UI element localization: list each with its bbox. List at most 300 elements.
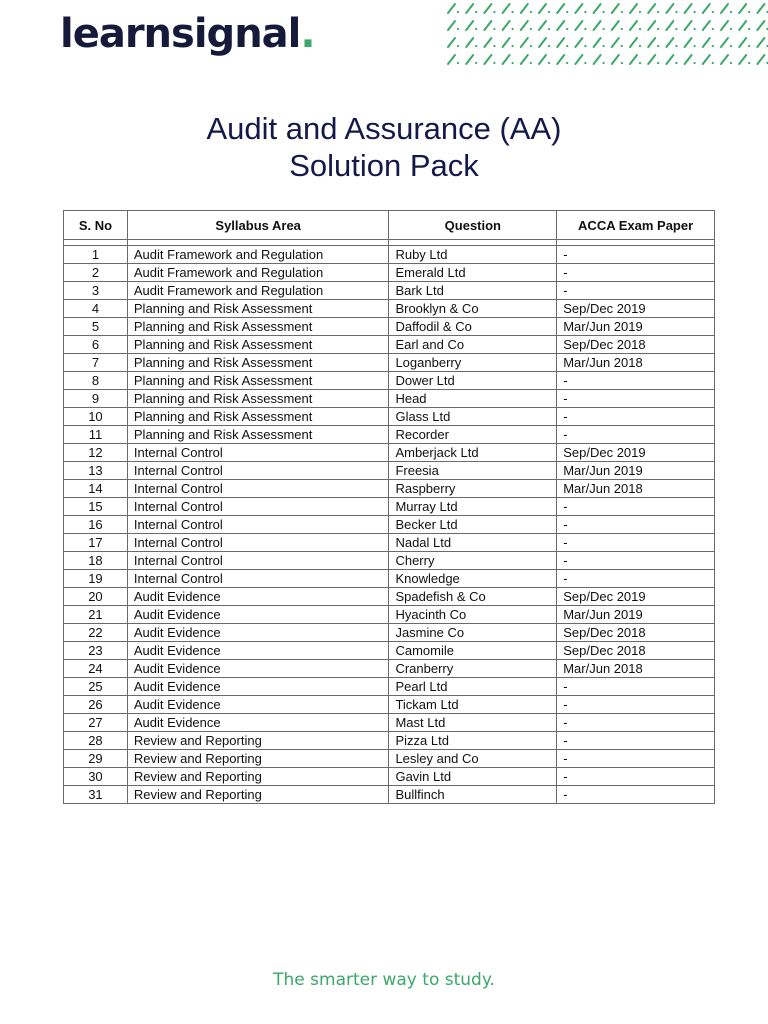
cell-syllabus-area: Internal Control <box>127 516 389 534</box>
table-row <box>64 534 715 552</box>
pattern-dot <box>657 62 659 64</box>
pattern-slash <box>539 4 546 13</box>
table-row <box>64 336 715 354</box>
pattern-dot <box>548 11 550 13</box>
pattern-slash <box>557 4 564 13</box>
pattern-dot <box>657 28 659 30</box>
cell-syllabus-area: Internal Control <box>127 570 389 588</box>
cell-exam-paper: Mar/Jun 2019 <box>557 606 715 624</box>
cell-exam-paper: - <box>557 570 715 588</box>
cell-sno: 14 <box>64 480 128 498</box>
cell-question: Pizza Ltd <box>389 732 557 750</box>
pattern-slash <box>685 55 692 64</box>
pattern-dot <box>748 28 750 30</box>
pattern-dot <box>694 45 696 47</box>
cell-sno: 4 <box>64 300 128 318</box>
cell-question: Cherry <box>389 552 557 570</box>
cell-question: Bark Ltd <box>389 282 557 300</box>
header-question: Question <box>389 211 557 240</box>
table-row <box>64 480 715 498</box>
pattern-slash <box>612 21 619 30</box>
cell-question: Camomile <box>389 642 557 660</box>
cell-sno: 30 <box>64 768 128 786</box>
cell-sno: 25 <box>64 678 128 696</box>
pattern-dot <box>621 11 623 13</box>
pattern-slash <box>666 21 673 30</box>
cell-syllabus-area: Audit Framework and Regulation <box>127 282 389 300</box>
cell-sno: 17 <box>64 534 128 552</box>
pattern-dot <box>566 28 568 30</box>
cell-syllabus-area: Planning and Risk Assessment <box>127 300 389 318</box>
cell-syllabus-area: Review and Reporting <box>127 786 389 804</box>
cell-sno: 15 <box>64 498 128 516</box>
pattern-slash <box>539 55 546 64</box>
pattern-slash <box>703 21 710 30</box>
table-row <box>64 642 715 660</box>
pattern-slash <box>503 4 510 13</box>
cell-sno: 31 <box>64 786 128 804</box>
cell-exam-paper: - <box>557 732 715 750</box>
pattern-dot <box>603 28 605 30</box>
cell-sno: 13 <box>64 462 128 480</box>
cell-question: Dower Ltd <box>389 372 557 390</box>
pattern-dot <box>730 62 732 64</box>
table-row <box>64 372 715 390</box>
pattern-dot <box>657 45 659 47</box>
table-row <box>64 660 715 678</box>
pattern-slash <box>739 4 746 13</box>
cell-exam-paper: - <box>557 372 715 390</box>
pattern-dot <box>603 45 605 47</box>
pattern-slash <box>666 55 673 64</box>
cell-exam-paper: - <box>557 426 715 444</box>
cell-question: Amberjack Ltd <box>389 444 557 462</box>
pattern-dot <box>694 62 696 64</box>
pattern-dot <box>639 28 641 30</box>
pattern-slash <box>503 38 510 47</box>
pattern-slash <box>703 55 710 64</box>
pattern-dot <box>694 28 696 30</box>
pattern-slash <box>757 4 764 13</box>
pattern-dot <box>675 11 677 13</box>
pattern-slash <box>466 21 473 30</box>
pattern-slash <box>630 21 637 30</box>
pattern-dot <box>694 11 696 13</box>
cell-sno: 28 <box>64 732 128 750</box>
pattern-slash <box>575 21 582 30</box>
table-row <box>64 606 715 624</box>
table-row <box>64 678 715 696</box>
pattern-slash <box>685 38 692 47</box>
header-syllabus-area: Syllabus Area <box>127 211 389 240</box>
pattern-dot <box>512 45 514 47</box>
cell-exam-paper: Sep/Dec 2018 <box>557 624 715 642</box>
cell-question: Knowledge <box>389 570 557 588</box>
pattern-slash <box>721 21 728 30</box>
pattern-slash <box>685 4 692 13</box>
pattern-slash <box>757 55 764 64</box>
pattern-dot <box>566 11 568 13</box>
cell-exam-paper: - <box>557 534 715 552</box>
table-row <box>64 696 715 714</box>
pattern-slash <box>575 38 582 47</box>
cell-syllabus-area: Internal Control <box>127 552 389 570</box>
cell-sno: 23 <box>64 642 128 660</box>
cell-syllabus-area: Review and Reporting <box>127 750 389 768</box>
pattern-slash <box>739 55 746 64</box>
pattern-dot <box>530 62 532 64</box>
pattern-dot <box>584 45 586 47</box>
cell-syllabus-area: Planning and Risk Assessment <box>127 318 389 336</box>
page-title <box>0 110 768 184</box>
cell-exam-paper: - <box>557 714 715 732</box>
pattern-dot <box>603 62 605 64</box>
cell-sno: 12 <box>64 444 128 462</box>
cell-question: Glass Ltd <box>389 408 557 426</box>
pattern-slash <box>757 38 764 47</box>
cell-question: Hyacinth Co <box>389 606 557 624</box>
cell-exam-paper: - <box>557 696 715 714</box>
pattern-slash <box>484 55 491 64</box>
pattern-slash <box>703 4 710 13</box>
cell-syllabus-area: Review and Reporting <box>127 732 389 750</box>
pattern-dot <box>457 28 459 30</box>
cell-question: Gavin Ltd <box>389 768 557 786</box>
pattern-dot <box>493 11 495 13</box>
pattern-dot <box>748 62 750 64</box>
table-row <box>64 318 715 336</box>
pattern-dot <box>675 28 677 30</box>
cell-syllabus-area: Audit Evidence <box>127 714 389 732</box>
cell-sno: 16 <box>64 516 128 534</box>
cell-syllabus-area: Audit Evidence <box>127 588 389 606</box>
footer-tagline: The smarter way to study. <box>273 970 495 990</box>
pattern-slash <box>575 55 582 64</box>
cell-syllabus-area: Audit Framework and Regulation <box>127 246 389 264</box>
cell-syllabus-area: Audit Evidence <box>127 696 389 714</box>
cell-exam-paper: - <box>557 246 715 264</box>
cell-syllabus-area: Internal Control <box>127 444 389 462</box>
pattern-dot <box>712 45 714 47</box>
brand-logo <box>60 8 315 60</box>
pattern-slash <box>648 4 655 13</box>
pattern-slash <box>557 21 564 30</box>
cell-sno: 18 <box>64 552 128 570</box>
pattern-slash <box>448 55 455 64</box>
pattern-slash <box>466 38 473 47</box>
cell-sno: 19 <box>64 570 128 588</box>
table-row <box>64 786 715 804</box>
pattern-slash <box>594 55 601 64</box>
cell-exam-paper: - <box>557 750 715 768</box>
pattern-dot <box>475 11 477 13</box>
cell-exam-paper: Sep/Dec 2019 <box>557 444 715 462</box>
cell-syllabus-area: Audit Framework and Regulation <box>127 264 389 282</box>
pattern-slash <box>484 21 491 30</box>
pattern-dot <box>457 11 459 13</box>
cell-sno: 20 <box>64 588 128 606</box>
pattern-slash <box>594 21 601 30</box>
pattern-dot <box>639 62 641 64</box>
table-row <box>64 624 715 642</box>
pattern-dot <box>621 45 623 47</box>
cell-exam-paper: Mar/Jun 2018 <box>557 354 715 372</box>
cell-exam-paper: - <box>557 282 715 300</box>
cell-exam-paper: - <box>557 678 715 696</box>
pattern-slash <box>503 21 510 30</box>
pattern-dot <box>712 11 714 13</box>
cell-sno: 9 <box>64 390 128 408</box>
cell-sno: 27 <box>64 714 128 732</box>
cell-syllabus-area: Planning and Risk Assessment <box>127 426 389 444</box>
table-row <box>64 498 715 516</box>
pattern-slash <box>739 21 746 30</box>
header-exam-paper: ACCA Exam Paper <box>557 211 715 240</box>
cell-syllabus-area: Audit Evidence <box>127 624 389 642</box>
cell-sno: 24 <box>64 660 128 678</box>
pattern-dot <box>548 45 550 47</box>
table-row <box>64 282 715 300</box>
pattern-slash <box>612 4 619 13</box>
brand-dot: . <box>300 11 315 57</box>
pattern-slash <box>503 55 510 64</box>
table-row <box>64 768 715 786</box>
cell-sno: 29 <box>64 750 128 768</box>
pattern-slash <box>521 55 528 64</box>
cell-sno: 22 <box>64 624 128 642</box>
cell-question: Head <box>389 390 557 408</box>
pattern-slash <box>557 38 564 47</box>
cell-sno: 2 <box>64 264 128 282</box>
pattern-slash <box>630 38 637 47</box>
cell-sno: 7 <box>64 354 128 372</box>
cell-question: Daffodil & Co <box>389 318 557 336</box>
cell-syllabus-area: Audit Evidence <box>127 606 389 624</box>
cell-exam-paper: Sep/Dec 2019 <box>557 588 715 606</box>
pattern-dot <box>584 11 586 13</box>
pattern-dot <box>584 62 586 64</box>
cell-syllabus-area: Planning and Risk Assessment <box>127 354 389 372</box>
table-row <box>64 426 715 444</box>
table-header-row <box>64 211 715 240</box>
cell-sno: 6 <box>64 336 128 354</box>
cell-question: Nadal Ltd <box>389 534 557 552</box>
cell-syllabus-area: Audit Evidence <box>127 642 389 660</box>
pattern-dot <box>730 11 732 13</box>
pattern-slash <box>521 21 528 30</box>
cell-question: Pearl Ltd <box>389 678 557 696</box>
cell-question: Mast Ltd <box>389 714 557 732</box>
cell-question: Brooklyn & Co <box>389 300 557 318</box>
header-sno: S. No <box>64 211 128 240</box>
cell-syllabus-area: Internal Control <box>127 462 389 480</box>
table-row <box>64 570 715 588</box>
cell-sno: 26 <box>64 696 128 714</box>
pattern-slash <box>666 38 673 47</box>
cell-question: Bullfinch <box>389 786 557 804</box>
pattern-dot <box>712 62 714 64</box>
cell-sno: 21 <box>64 606 128 624</box>
table-row <box>64 750 715 768</box>
cell-sno: 5 <box>64 318 128 336</box>
pattern-dot <box>566 45 568 47</box>
cell-question: Becker Ltd <box>389 516 557 534</box>
cell-exam-paper: Mar/Jun 2018 <box>557 660 715 678</box>
pattern-dot <box>639 11 641 13</box>
pattern-slash <box>484 38 491 47</box>
pattern-slash <box>557 55 564 64</box>
pattern-slash <box>448 21 455 30</box>
cell-syllabus-area: Planning and Risk Assessment <box>127 390 389 408</box>
cell-exam-paper: Mar/Jun 2019 <box>557 462 715 480</box>
solution-table <box>63 210 715 804</box>
cell-question: Cranberry <box>389 660 557 678</box>
decorative-slash-pattern <box>444 0 768 72</box>
pattern-dot <box>475 28 477 30</box>
pattern-slash <box>703 38 710 47</box>
cell-exam-paper: - <box>557 498 715 516</box>
brand-name: learnsignal <box>60 11 301 57</box>
pattern-dot <box>493 28 495 30</box>
cell-syllabus-area: Audit Evidence <box>127 678 389 696</box>
pattern-slash <box>484 4 491 13</box>
pattern-slash <box>521 4 528 13</box>
cell-syllabus-area: Planning and Risk Assessment <box>127 408 389 426</box>
cell-exam-paper: - <box>557 768 715 786</box>
page-title-line2: Solution Pack <box>289 148 479 183</box>
cell-question: Tickam Ltd <box>389 696 557 714</box>
cell-exam-paper: Mar/Jun 2018 <box>557 480 715 498</box>
pattern-slash <box>630 55 637 64</box>
cell-syllabus-area: Internal Control <box>127 534 389 552</box>
pattern-dot <box>530 45 532 47</box>
pattern-slash <box>539 38 546 47</box>
pattern-dot <box>621 28 623 30</box>
table-row <box>64 588 715 606</box>
cell-question: Earl and Co <box>389 336 557 354</box>
pattern-slash <box>448 4 455 13</box>
pattern-dot <box>475 45 477 47</box>
pattern-dot <box>712 28 714 30</box>
table-row <box>64 408 715 426</box>
pattern-dot <box>493 45 495 47</box>
cell-exam-paper: - <box>557 552 715 570</box>
table-row <box>64 462 715 480</box>
pattern-slash <box>448 38 455 47</box>
pattern-slash <box>757 21 764 30</box>
pattern-dot <box>748 11 750 13</box>
cell-syllabus-area: Internal Control <box>127 498 389 516</box>
table-row <box>64 714 715 732</box>
pattern-dot <box>566 62 568 64</box>
pattern-dot <box>657 11 659 13</box>
pattern-dot <box>675 62 677 64</box>
cell-sno: 10 <box>64 408 128 426</box>
pattern-slash <box>594 4 601 13</box>
pattern-dot <box>675 45 677 47</box>
pattern-dot <box>603 11 605 13</box>
pattern-slash <box>466 4 473 13</box>
pattern-slash <box>575 4 582 13</box>
cell-exam-paper: Sep/Dec 2019 <box>557 300 715 318</box>
cell-question: Spadefish & Co <box>389 588 557 606</box>
pattern-slash <box>612 38 619 47</box>
pattern-slash <box>612 55 619 64</box>
table-row <box>64 390 715 408</box>
pattern-dot <box>512 62 514 64</box>
pattern-dot <box>530 11 532 13</box>
cell-syllabus-area: Planning and Risk Assessment <box>127 336 389 354</box>
cell-exam-paper: - <box>557 390 715 408</box>
table-row <box>64 354 715 372</box>
cell-syllabus-area: Planning and Risk Assessment <box>127 372 389 390</box>
pattern-dot <box>457 62 459 64</box>
table-row <box>64 246 715 264</box>
cell-question: Emerald Ltd <box>389 264 557 282</box>
cell-question: Lesley and Co <box>389 750 557 768</box>
pattern-slash <box>648 55 655 64</box>
cell-sno: 8 <box>64 372 128 390</box>
table-row <box>64 300 715 318</box>
cell-question: Loganberry <box>389 354 557 372</box>
pattern-dot <box>548 28 550 30</box>
pattern-dot <box>730 45 732 47</box>
pattern-slash <box>521 38 528 47</box>
table-row <box>64 516 715 534</box>
cell-question: Raspberry <box>389 480 557 498</box>
pattern-dot <box>512 11 514 13</box>
cell-exam-paper: Sep/Dec 2018 <box>557 642 715 660</box>
pattern-dot <box>639 45 641 47</box>
pattern-dot <box>730 28 732 30</box>
pattern-dot <box>530 28 532 30</box>
cell-sno: 1 <box>64 246 128 264</box>
cell-syllabus-area: Internal Control <box>127 480 389 498</box>
cell-exam-paper: - <box>557 264 715 282</box>
cell-exam-paper: - <box>557 786 715 804</box>
cell-question: Freesia <box>389 462 557 480</box>
cell-question: Murray Ltd <box>389 498 557 516</box>
cell-question: Ruby Ltd <box>389 246 557 264</box>
cell-question: Recorder <box>389 426 557 444</box>
table-row <box>64 264 715 282</box>
pattern-slash <box>648 38 655 47</box>
pattern-dot <box>584 28 586 30</box>
pattern-slash <box>685 21 692 30</box>
pattern-slash <box>539 21 546 30</box>
pattern-slash <box>630 4 637 13</box>
pattern-slash <box>721 4 728 13</box>
pattern-slash <box>594 38 601 47</box>
pattern-slash <box>739 38 746 47</box>
cell-sno: 11 <box>64 426 128 444</box>
table-row <box>64 552 715 570</box>
cell-exam-paper: - <box>557 408 715 426</box>
pattern-dot <box>493 62 495 64</box>
pattern-dot <box>475 62 477 64</box>
pattern-slash <box>666 4 673 13</box>
cell-syllabus-area: Review and Reporting <box>127 768 389 786</box>
cell-exam-paper: Sep/Dec 2018 <box>557 336 715 354</box>
pattern-dot <box>512 28 514 30</box>
pattern-dot <box>457 45 459 47</box>
page-title-line1: Audit and Assurance (AA) <box>206 111 562 146</box>
cell-exam-paper: - <box>557 516 715 534</box>
cell-exam-paper: Mar/Jun 2019 <box>557 318 715 336</box>
pattern-dot <box>748 45 750 47</box>
pattern-slash <box>466 55 473 64</box>
pattern-slash <box>648 21 655 30</box>
